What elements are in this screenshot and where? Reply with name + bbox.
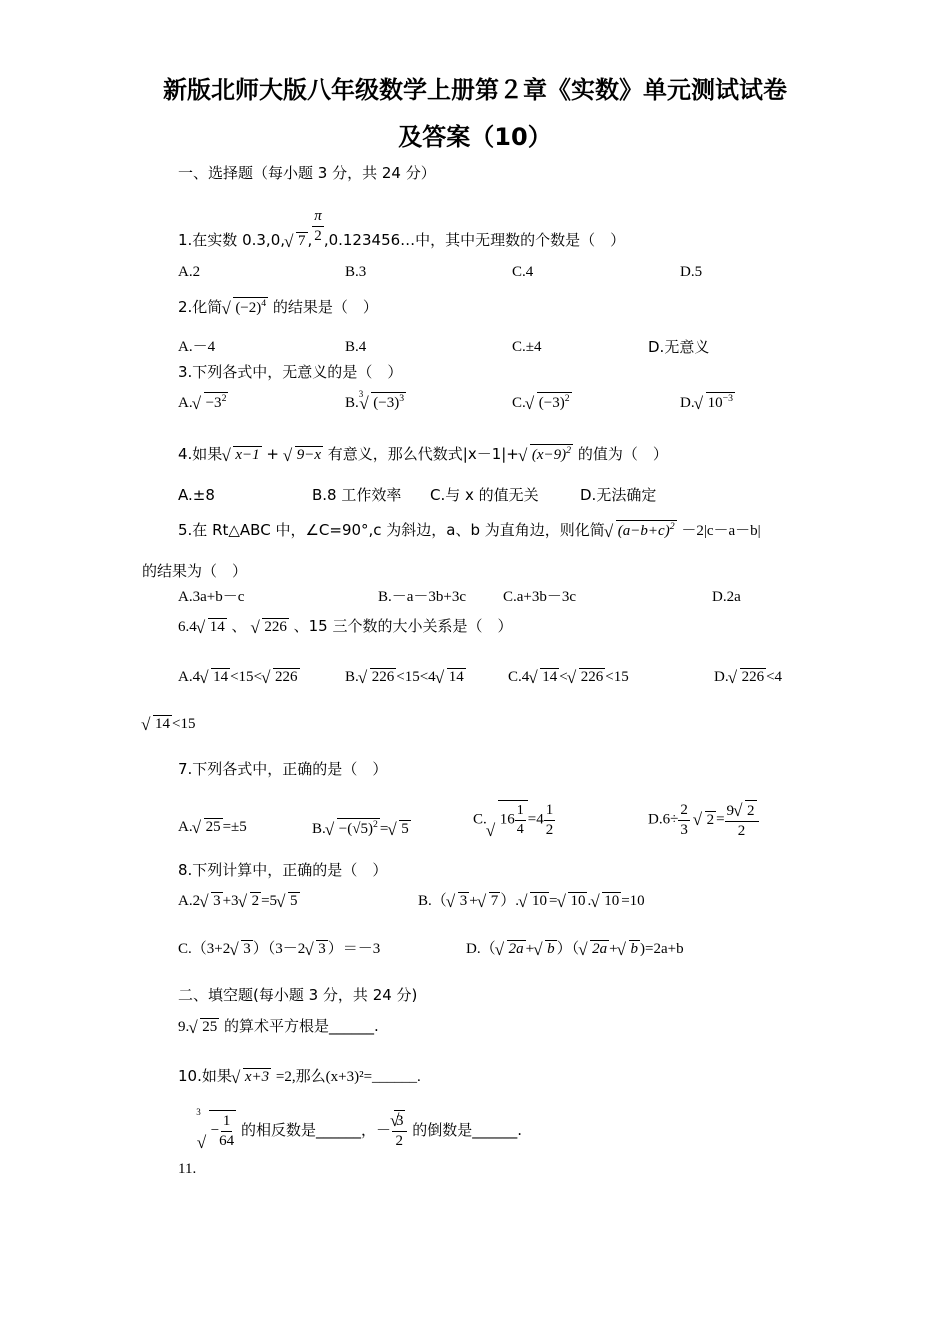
- fraction-sqrt3-over-2: √ $\frac{3}{2}$: [391, 1110, 408, 1151]
- q6-option-b: B.√ 226 <15<4√ 14: [345, 668, 466, 685]
- sqrt-2: √ 2: [695, 811, 717, 828]
- sqrt-b: √ b: [535, 940, 557, 957]
- sqrt-neg3-paren-squared: √ $(-3)^2$: [527, 392, 572, 411]
- q5-option-a: A.3a+b－c: [178, 589, 245, 605]
- q1-option-b: B.3: [345, 264, 367, 280]
- sqrt-x-plus-3: √ x+3: [233, 1068, 271, 1085]
- question-2-stem: 2.化简√ $(-2)^4$ 的结果是（ ）: [178, 297, 378, 316]
- q5-option-c: C.a+3b－3c: [503, 589, 577, 605]
- question-9: 9.√ 25 的算术平方根是______.: [178, 1018, 379, 1035]
- q7-option-d: D.6÷ $\frac{2}{3}$ √ 2 = $\frac{9√ 2}{2}$: [648, 800, 759, 841]
- q6-option-d-cont: √ 14 <15: [142, 715, 195, 732]
- document-title-line2: 及答案（10）: [398, 123, 552, 151]
- sqrt-7: √ 7: [286, 232, 308, 249]
- sqrt-neg2-pow4: √ $(-2)^4$: [223, 297, 268, 316]
- sqrt-neg-sqrt5-squared: √ $-(√5)^2$: [327, 818, 380, 837]
- section-heading-fill: 二、填空题(每小题 3 分，共 24 分): [178, 986, 418, 1004]
- q3-option-c: C.√ $(-3)^2$: [512, 392, 572, 411]
- question-1-stem: 1.在实数 0.3,0,√ 7 , $\frac{\pi}{2}$ ,0.123456…中，其中无理数的个数是（ ）: [178, 221, 625, 260]
- q3-option-d: D.√ $10^{-3}$: [680, 392, 735, 411]
- sqrt-14: √ 14: [201, 668, 230, 685]
- q8-option-d: D.（√ 2a +√ b ）（√ 2a +√ b )=2a+b: [466, 940, 684, 957]
- sqrt-3: √ 3: [306, 940, 328, 957]
- question-7-stem: 7.下列各式中，正确的是（ ）: [178, 760, 388, 778]
- section-heading-choice: 一、选择题（每小题 3 分，共 24 分）: [178, 164, 436, 182]
- sqrt-14: √ 14: [530, 668, 559, 685]
- sqrt-a-minus-b-plus-c-squared: √ $(a-b+c)^2$: [606, 520, 677, 539]
- sqrt-2a: √ 2a: [580, 940, 609, 957]
- q6-option-a: A.4√ 14 <15<√ 226: [178, 668, 300, 685]
- q8-option-c: C.（3+2√ 3 ）（3－2√ 3 ）＝－3: [178, 940, 380, 957]
- sqrt-3: √ 3: [231, 940, 253, 957]
- q2-option-b: B.4: [345, 339, 367, 355]
- sqrt-3: √ 3: [201, 892, 223, 909]
- question-4-stem: 4.如果√ x−1 + √ 9−x 有意义，那么代数式|x－1|+√ $(x-9)^2$ 的值为（ ）: [178, 444, 668, 463]
- sqrt-10: √ 10: [558, 892, 587, 909]
- sqrt-10: √ 10: [520, 892, 549, 909]
- q3-option-a: $A.√ -3^2$: [178, 392, 228, 411]
- sqrt-14: √ 14: [437, 668, 466, 685]
- question-5-stem: 5.在 Rt△ABC 中，∠C=90°,c 为斜边，a、b 为直角边，则化简√ $(a-b+c)^2 -2|c-a-b|$: [178, 520, 761, 539]
- q4-option-b: B.8 工作效率: [312, 486, 402, 504]
- document-title: 新版北师大版八年级数学上册第２章《实数》单元测试试卷: [163, 76, 787, 104]
- q1-option-c: C.4: [512, 264, 534, 280]
- q8-option-a: A.2√ 3 +3√ 2 =5√ 5: [178, 892, 300, 909]
- q8-option-b: B.（√ 3 +√ 7 ）.√ 10 =√ 10 .√ 10 =10: [418, 892, 645, 909]
- sqrt-14: √ 14: [143, 715, 172, 732]
- q2-option-c: C.±4: [512, 339, 542, 355]
- q2-option-a: A.－4: [178, 339, 216, 355]
- q5-option-b: B.－a－3b+3c: [378, 589, 467, 605]
- sqrt-2: √ 2: [240, 892, 262, 909]
- q7-option-b: $B.√ -(√5)^2$ =√ 5: [312, 818, 411, 837]
- sqrt-mixed-16-1-4: √ 16 $\frac{1}{4}$: [488, 800, 528, 838]
- sqrt-3: √ 3: [448, 892, 470, 909]
- sqrt-neg3-squared: √ $-3^2$: [194, 392, 229, 411]
- fraction-9-sqrt2-over-2: $\frac{9√ 2}{2}$: [725, 800, 759, 841]
- q4-option-a: A.±8: [178, 486, 215, 504]
- sqrt-226: √ 226: [569, 668, 606, 685]
- q4-option-d: D.无法确定: [580, 486, 657, 504]
- sqrt-5: √ 5: [389, 820, 411, 837]
- sqrt-226: √ 226: [360, 668, 397, 685]
- question-11: 11.$^3$√ − $\frac{1}{64}$ 的相反数是______，－ √ $\frac{3}{2}$ 的倒数是______.: [178, 1110, 522, 1151]
- q7-option-a: A.√ 25 =±5: [178, 818, 247, 835]
- sqrt-5: √ 5: [278, 892, 300, 909]
- q5-option-d: D.2a: [712, 589, 741, 605]
- q4-option-c: C.与 x 的值无关: [430, 486, 539, 504]
- question-8-stem: 8.下列计算中，正确的是（ ）: [178, 861, 388, 879]
- q7-option-c: C.√ 16 $\frac{1}{4}$ =4 $\frac{1}{2}$: [473, 800, 555, 839]
- sqrt-10-pow-neg3: √ $10^{-3}$: [696, 392, 735, 411]
- cbrt-neg-1-over-64: √ − $\frac{1}{64}$: [199, 1110, 236, 1151]
- sqrt-226: √ 226: [730, 668, 767, 685]
- q1-option-a: A.2: [178, 264, 201, 280]
- fraction-1-2: $\frac{1}{2}$: [545, 801, 554, 838]
- sqrt-9-minus-x: √ 9−x: [285, 446, 323, 463]
- q3-option-b: B.$^3$√ $(-3)^3$: [345, 392, 406, 411]
- sqrt-b: √ b: [619, 940, 641, 957]
- q1-option-d: D.5: [680, 264, 703, 280]
- question-3-stem: 3.下列各式中，无意义的是（ ）: [178, 363, 403, 381]
- sqrt-2a: √ 2a: [497, 940, 526, 957]
- sqrt-x-minus-1: √ x−1: [223, 446, 261, 463]
- sqrt-25: √ 25: [194, 818, 223, 835]
- sqrt-7: √ 7: [479, 892, 501, 909]
- cbrt-neg3-cubed: √ $(-3)^3$: [361, 392, 406, 411]
- question-5-stem-cont: 的结果为（ ）: [142, 562, 248, 580]
- fraction-2-3: $\frac{2}{3}$: [680, 802, 688, 838]
- sqrt-226: √ 226: [252, 618, 289, 635]
- question-10: 10.如果√ x+3 =2,那么(x+3)²=______.: [178, 1068, 421, 1085]
- q6-option-d: D.√ 226 <4: [714, 668, 782, 685]
- sqrt-226: √ 226: [263, 668, 300, 685]
- question-6-stem: 6.4√ 14 、 √ 226 、15 三个数的大小关系是（ ）: [178, 618, 512, 635]
- fraction-pi-over-2: $\frac{\pi}{2}$: [314, 208, 322, 244]
- sqrt-25: √ 25: [190, 1018, 219, 1035]
- sqrt-x-minus-9-squared: √ $(x-9)^2$: [520, 444, 573, 463]
- q6-option-c: C.4√ 14 <√ 226 <15: [508, 668, 629, 685]
- sqrt-10: √ 10: [592, 892, 621, 909]
- q2-option-d: D.无意义: [648, 338, 710, 356]
- sqrt-14: √ 14: [198, 618, 227, 635]
